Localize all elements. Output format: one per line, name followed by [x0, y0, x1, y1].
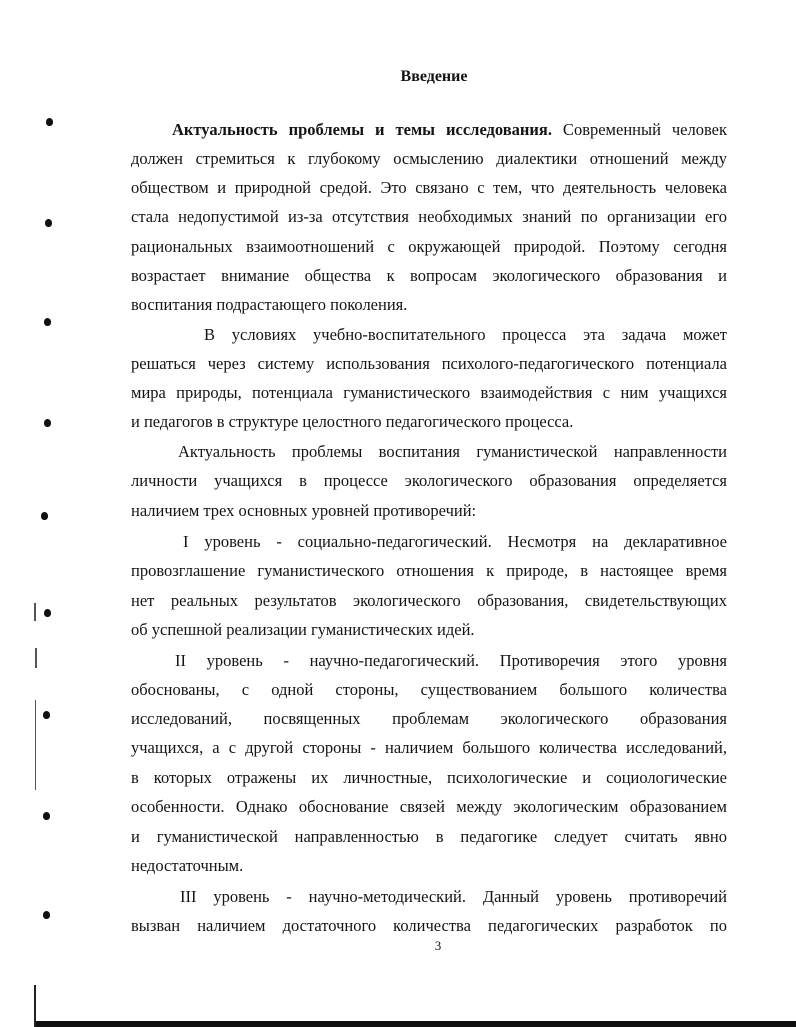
paragraph-line: обществом и природной средой. Это связано с тем, что деятельность человека — [131, 178, 727, 197]
lead-rest: Современный человек — [551, 120, 728, 139]
binding-hole-mark — [45, 219, 52, 227]
paragraph-line: рациональных взаимоотношений с окружающей природой. Поэтому сегодня — [131, 237, 727, 256]
binding-hole-mark — [41, 512, 48, 520]
paragraph-line: и гуманистической направленностью в педагогике следует считать явно — [131, 827, 727, 846]
paragraph-line: вызван наличием достаточного количества педагогических разработок по — [131, 916, 727, 935]
paragraph-line: III уровень - научно-методический. Данный уровень противоречий — [180, 887, 727, 906]
paragraph-line: Актуальность проблемы воспитания гуманистической направленности — [178, 442, 727, 461]
binding-hole-mark — [44, 609, 51, 617]
binding-hole-mark — [43, 711, 50, 719]
paragraph-line: и педагогов в структуре целостного педагогического процесса. — [131, 412, 574, 431]
scan-margin-line — [35, 700, 36, 790]
paragraph-line: решаться через систему использования психолого-педагогического потенциала — [131, 354, 727, 373]
paragraph-line: стала недопустимой из-за отсутствия необходимых знаний по организации его — [131, 207, 727, 226]
paragraph-line: нет реальных результатов экологического образования, свидетельствующих — [131, 591, 727, 610]
binding-hole-mark — [46, 118, 53, 126]
page-number: 3 — [434, 938, 442, 953]
binding-hole-mark — [44, 419, 51, 427]
paragraph-line: воспитания подрастающего поколения. — [131, 295, 408, 314]
scan-margin-line — [34, 603, 36, 621]
binding-hole-mark — [44, 318, 51, 326]
paragraph-line — [172, 119, 727, 141]
paragraph-line: об успешной реализации гуманистических идей. — [131, 620, 475, 639]
paragraph-line: учащихся, а с другой стороны - наличием большого количества исследований, — [131, 738, 727, 757]
bold-lead: Актуальность проблемы и темы исследования. — [172, 120, 552, 139]
paragraph-line: особенности. Однако обоснование связей между экологическим образованием — [131, 797, 727, 816]
scan-margin-line — [35, 648, 37, 668]
paragraph-line: должен стремиться к глубокому осмыслению диалектики отношений между — [131, 149, 727, 168]
paragraph-line: возрастает внимание общества к вопросам экологического образования и — [131, 266, 727, 285]
paragraph-line: II уровень - научно-педагогический. Противоречия этого уровня — [175, 651, 727, 670]
paragraph-line: недостаточным. — [131, 856, 244, 875]
document-title: Введение — [400, 68, 468, 85]
paragraph-line: провозглашение гуманистического отношения к природе, в настоящее время — [131, 561, 727, 580]
binding-hole-mark — [43, 812, 50, 820]
paragraph-line: В условиях учебно-воспитательного процесса эта задача может — [204, 325, 727, 344]
paragraph-line: мира природы, потенциала гуманистического взаимодействия с ним учащихся — [131, 383, 727, 402]
paragraph-line: исследований, посвященных проблемам экологического образования — [131, 709, 727, 728]
paragraph-line: наличием трех основных уровней противоречий: — [131, 501, 477, 520]
binding-hole-mark — [43, 911, 50, 919]
scan-left-edge — [34, 985, 36, 1027]
paragraph-line: I уровень - социально-педагогический. Несмотря на декларативное — [183, 532, 727, 551]
paragraph-line: обоснованы, с одной стороны, существованием большого количества — [131, 680, 727, 699]
paragraph-line: в которых отражены их личностные, психологические и социологические — [131, 768, 727, 787]
scan-bottom-edge — [34, 1021, 796, 1027]
paragraph-line: личности учащихся в процессе экологического образования определяется — [131, 471, 727, 490]
